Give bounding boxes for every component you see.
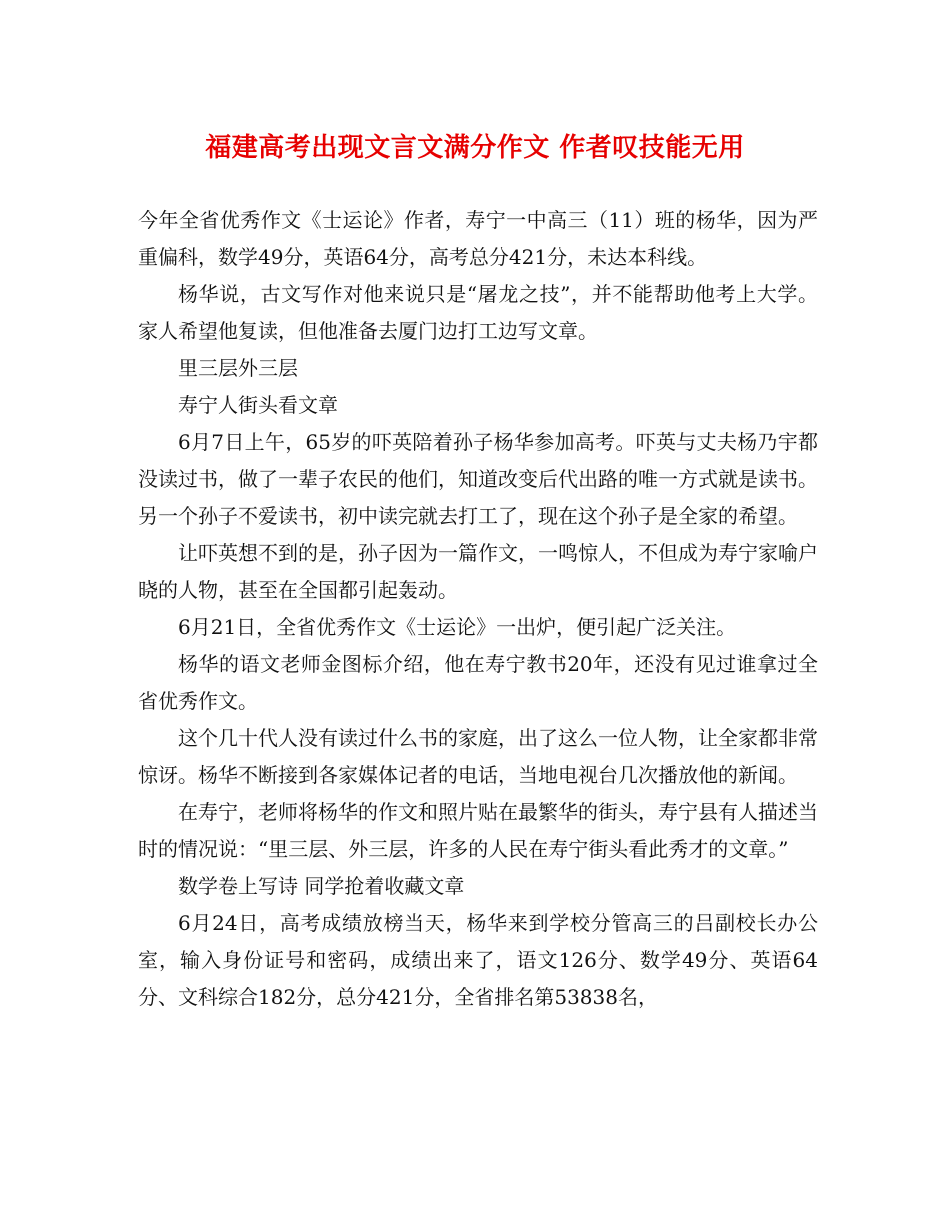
- paragraph: 杨华的语文老师金图标介绍，他在寿宁教书20年，还没有见过谁拿过全省优秀作文。: [138, 652, 818, 713]
- paragraph: 6月21日，全省优秀作文《士运论》一出炉，便引起广泛关注。: [178, 615, 737, 639]
- section-heading: 数学卷上写诗 同学抢着收藏文章: [178, 874, 465, 898]
- paragraph: 杨华说，古文写作对他来说只是“屠龙之技”，并不能帮助他考上大学。家人希望他复读，但他准备去厦门边打工边写文章。: [138, 282, 818, 343]
- article-body: [138, 202, 818, 1016]
- paragraph: 这个几十代人没有读过什么书的家庭，出了这么一位人物，让全家都非常惊讶。杨华不断接到各家媒体记者的电话，当地电视台几次播放他的新闻。: [138, 726, 818, 787]
- paragraph: 6月7日上午，65岁的吓英陪着孙子杨华参加高考。吓英与丈夫杨乃宇都没读过书，做了一辈子农民的他们，知道改变后代出路的唯一方式就是读书。另一个孙子不爱读书，初中读完就去打工了，现在这个孙子是全家的希望。: [138, 430, 818, 528]
- paragraph-intro: 今年全省优秀作文《士运论》作者，寿宁一中高三（11）班的杨华，因为严重偏科，数学49分，英语64分，高考总分421分，未达本科线。: [138, 208, 818, 269]
- section-heading: 里三层外三层: [178, 356, 298, 380]
- document-title: 福建高考出现文言文满分作文 作者叹技能无用: [205, 133, 745, 163]
- paragraph: 让吓英想不到的是，孙子因为一篇作文，一鸣惊人，不但成为寿宁家喻户晓的人物，甚至在全国都引起轰动。: [138, 541, 818, 602]
- section-heading: 寿宁人街头看文章: [178, 393, 338, 417]
- paragraph: 6月24日，高考成绩放榜当天，杨华来到学校分管高三的吕副校长办公室，输入身份证号和密码，成绩出来了，语文126分、数学49分、英语64分、文科综合182分，总分421分，全省排名第53838名，: [138, 911, 818, 1009]
- paragraph: 在寿宁，老师将杨华的作文和照片贴在最繁华的街头，寿宁县有人描述当时的情况说：“里三层、外三层，许多的人民在寿宁街头看此秀才的文章。”: [138, 800, 818, 861]
